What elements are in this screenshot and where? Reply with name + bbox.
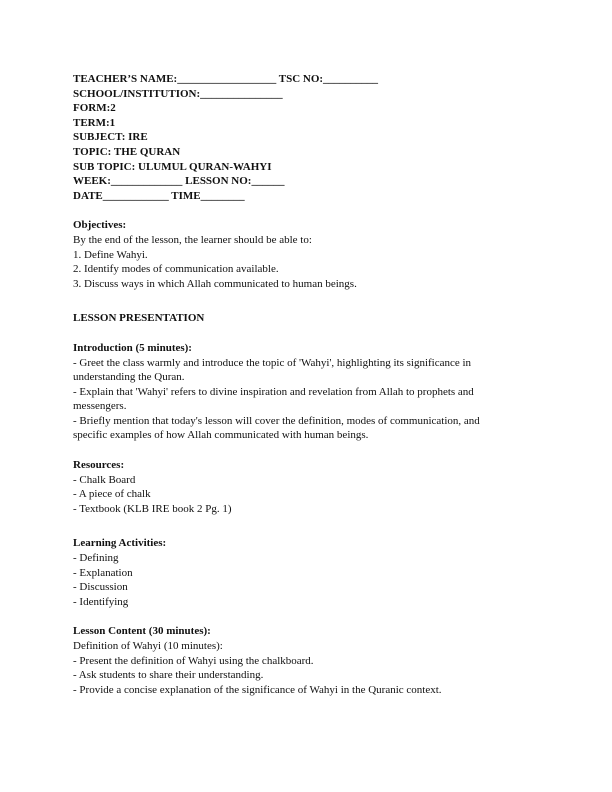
term-line: TERM:1 [73,116,116,129]
topic-line: TOPIC: THE QURAN [73,145,181,158]
resources-item: - A piece of chalk [73,488,151,501]
week-line: WEEK:_____________ LESSON NO:______ [73,175,285,188]
introduction-line: - Greet the class warmly and introduce the topic of 'Wahyi', highlighting its significance in [73,356,472,369]
lesson-content-line: - Provide a concise explanation of the significance of Wahyi in the Quranic context. [73,683,442,696]
lesson-content-heading: Lesson Content (30 minutes): [73,625,211,638]
introduction-section [73,341,543,443]
lesson-plan-page [73,72,543,697]
lesson-content-section [73,624,543,697]
introduction-heading: Introduction (5 minutes): [73,341,192,354]
objectives-line: 1. Define Wahyi. [73,248,148,261]
learning-activity-item: - Identifying [73,595,129,608]
introduction-line: understanding the Quran. [73,371,185,384]
subtopic-line: SUB TOPIC: ULUMUL QURAN-WAHYI [73,160,272,173]
date-line: DATE____________ TIME________ [73,189,245,202]
learning-activity-item: - Explanation [73,566,133,579]
lesson-content-line: - Ask students to share their understanding. [73,669,264,682]
lesson-content-line: - Present the definition of Wahyi using the chalkboard. [73,654,314,667]
introduction-line: - Briefly mention that today's lesson will cover the definition, modes of communication, and [73,414,480,427]
header-block [73,72,543,203]
introduction-line: - Explain that 'Wahyi' refers to divine inspiration and revelation from Allah to prophets and [73,385,474,398]
objectives-heading: Objectives: [73,219,127,232]
learning-activity-item: - Defining [73,552,119,565]
lesson-content-line: Definition of Wahyi (10 minutes): [73,640,223,652]
form-line: FORM:2 [73,102,116,115]
learning-activity-item: - Discussion [73,581,128,594]
objectives-line: 3. Discuss ways in which Allah communicated to human beings. [73,277,357,290]
objectives-line: By the end of the lesson, the learner should be able to: [73,233,312,246]
subject-line: SUBJECT: IRE [73,131,148,144]
resources-section [73,458,543,516]
introduction-line: messengers. [73,400,127,413]
learning-activities-section [73,536,543,609]
learning-activities-heading: Learning Activities: [73,537,167,550]
objectives-section [73,218,543,291]
resources-item: - Chalk Board [73,473,136,486]
introduction-line: specific examples of how Allah communicated with human beings. [73,429,369,442]
teacher-name-line: TEACHER’S NAME:__________________ TSC NO:__________ [73,73,379,85]
resources-heading: Resources: [73,459,125,472]
resources-item: - Textbook (KLB IRE book 2 Pg. 1) [73,502,232,515]
lesson-presentation-heading: LESSON PRESENTATION [73,312,205,325]
objectives-line: 2. Identify modes of communication available. [73,263,279,276]
school-line: SCHOOL/INSTITUTION:_______________ [73,87,283,100]
